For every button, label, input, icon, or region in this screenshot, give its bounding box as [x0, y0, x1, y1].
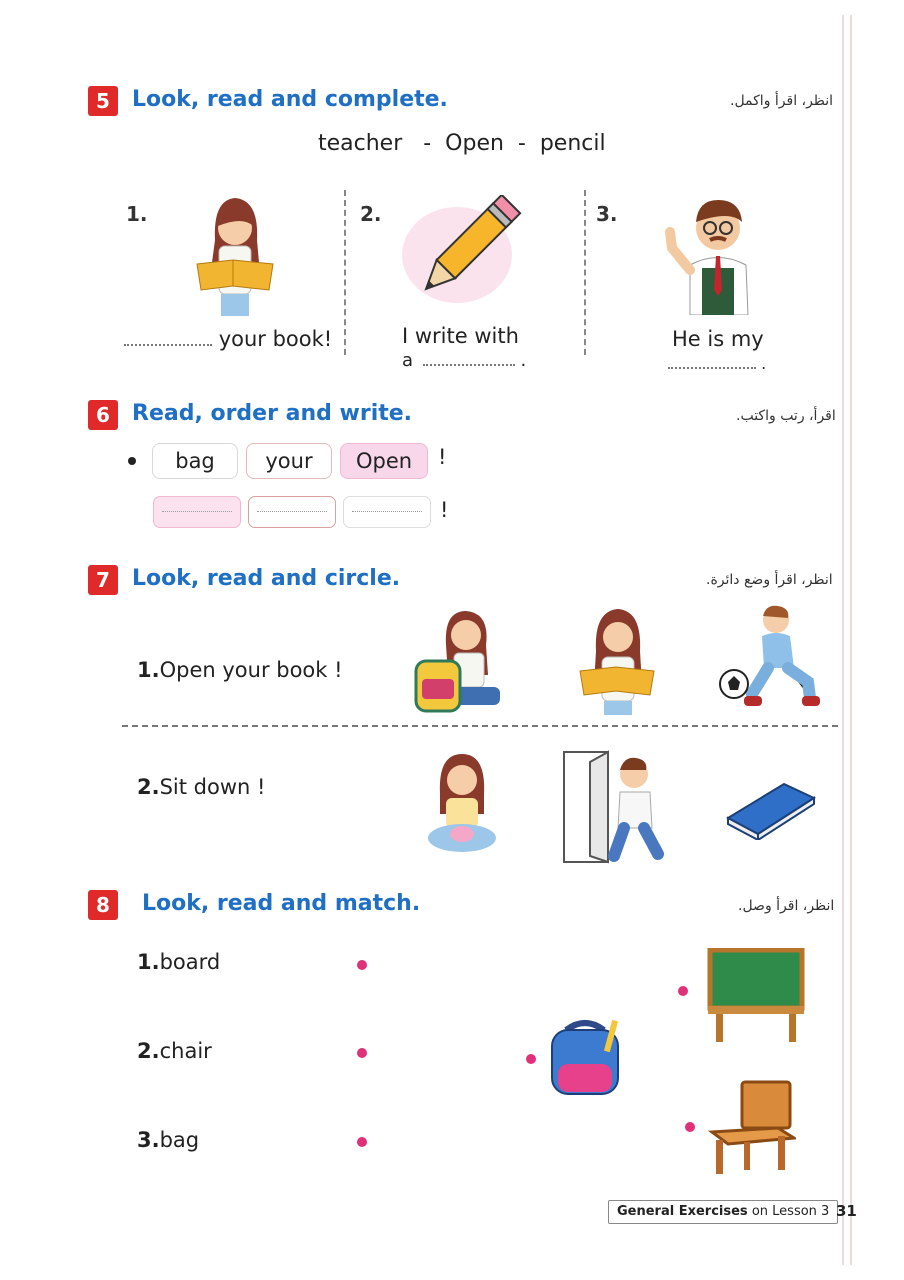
match-dot[interactable] — [357, 960, 367, 970]
item-1-sentence — [137, 658, 343, 682]
page-number: 31 — [836, 1202, 857, 1220]
answer-slot[interactable] — [248, 496, 336, 528]
separator — [122, 725, 838, 727]
item-number: 1. — [126, 202, 148, 226]
exercise-8-number: 8 — [88, 890, 118, 920]
item-text: Open your book ! — [159, 658, 343, 682]
item-number: 3. — [137, 1128, 160, 1152]
bullet — [128, 457, 136, 465]
exercise-8-title: Look, read and match. — [142, 891, 421, 916]
girl-with-bag-image[interactable] — [412, 605, 512, 715]
boy-walking-through-door-image[interactable] — [560, 748, 675, 868]
pencil-image — [395, 195, 525, 315]
blank-line[interactable] — [124, 344, 212, 346]
teacher-image — [660, 190, 770, 315]
blank-line[interactable] — [423, 364, 515, 366]
match-dot[interactable] — [685, 1122, 695, 1132]
item-3-line2 — [668, 354, 766, 373]
match-dot[interactable] — [357, 1048, 367, 1058]
exercise-5-number: 5 — [88, 86, 118, 116]
match-dot[interactable] — [526, 1054, 536, 1064]
exercise-5-title: Look, read and complete. — [132, 87, 448, 112]
chalkboard-image — [706, 948, 806, 1044]
answer-slot[interactable] — [153, 496, 241, 528]
match-word-bag — [137, 1128, 199, 1152]
item-number: 1. — [137, 950, 160, 974]
divider — [584, 190, 586, 355]
margin-rule — [850, 15, 852, 1265]
item-2-article: a — [402, 350, 414, 371]
school-bag-image — [542, 1016, 628, 1102]
item-text: bag — [159, 1128, 200, 1152]
book-image[interactable] — [724, 778, 816, 840]
item-2-line1: I write with — [402, 324, 519, 348]
item-2-line2 — [402, 350, 526, 371]
item-number: 1. — [137, 658, 160, 682]
word-chip[interactable]: bag — [152, 443, 238, 479]
chair-image — [708, 1078, 796, 1178]
footer-label — [608, 1200, 838, 1224]
exercise-8-arabic-instruction: انظر، اقرأ وصل. — [738, 898, 835, 914]
word-chip[interactable]: Open — [340, 443, 428, 479]
blank-line[interactable] — [668, 367, 756, 369]
answer-slot[interactable] — [343, 496, 431, 528]
item-number: 2. — [360, 202, 382, 226]
item-number: 2. — [137, 775, 160, 799]
word-bank: teacher - Open - pencil — [318, 131, 606, 156]
item-1-text: your book! — [218, 327, 333, 351]
item-1-sentence — [124, 327, 332, 351]
match-word-chair — [137, 1039, 212, 1063]
exercise-7-number: 7 — [88, 565, 118, 595]
exclamation-mark: ! — [440, 498, 449, 522]
divider — [344, 190, 346, 355]
match-dot[interactable] — [678, 986, 688, 996]
item-text: board — [159, 950, 221, 974]
item-3-line1: He is my — [672, 327, 764, 351]
full-stop: . — [520, 350, 527, 371]
girl-reading-book-image[interactable] — [578, 605, 658, 715]
margin-rule — [842, 15, 844, 1265]
item-2-sentence — [137, 775, 265, 799]
item-number: 2. — [137, 1039, 160, 1063]
exercise-7-arabic-instruction: انظر، اقرأ وضع دائرة. — [706, 572, 833, 588]
item-text: Sit down ! — [159, 775, 266, 799]
full-stop: . — [761, 354, 767, 373]
exercise-5-arabic-instruction: انظر، اقرأ واكمل. — [730, 93, 834, 109]
exercise-6-arabic-instruction: اقرأ، رتب واكتب. — [736, 408, 836, 424]
exclamation-mark: ! — [438, 445, 447, 469]
exercise-6-number: 6 — [88, 400, 118, 430]
word-chip[interactable]: your — [246, 443, 332, 479]
footer-text: on Lesson 3 — [751, 1204, 830, 1219]
boy-playing-football-image[interactable] — [718, 602, 828, 717]
match-word-board — [137, 950, 220, 974]
item-text: chair — [159, 1039, 212, 1063]
girl-reading-book-image — [185, 190, 285, 320]
match-dot[interactable] — [357, 1137, 367, 1147]
footer-bold-text: General Exercises — [617, 1204, 748, 1219]
item-number: 3. — [596, 202, 618, 226]
exercise-6-title: Read, order and write. — [132, 401, 413, 426]
exercise-7-title: Look, read and circle. — [132, 566, 401, 591]
girl-sitting-image[interactable] — [422, 750, 502, 860]
